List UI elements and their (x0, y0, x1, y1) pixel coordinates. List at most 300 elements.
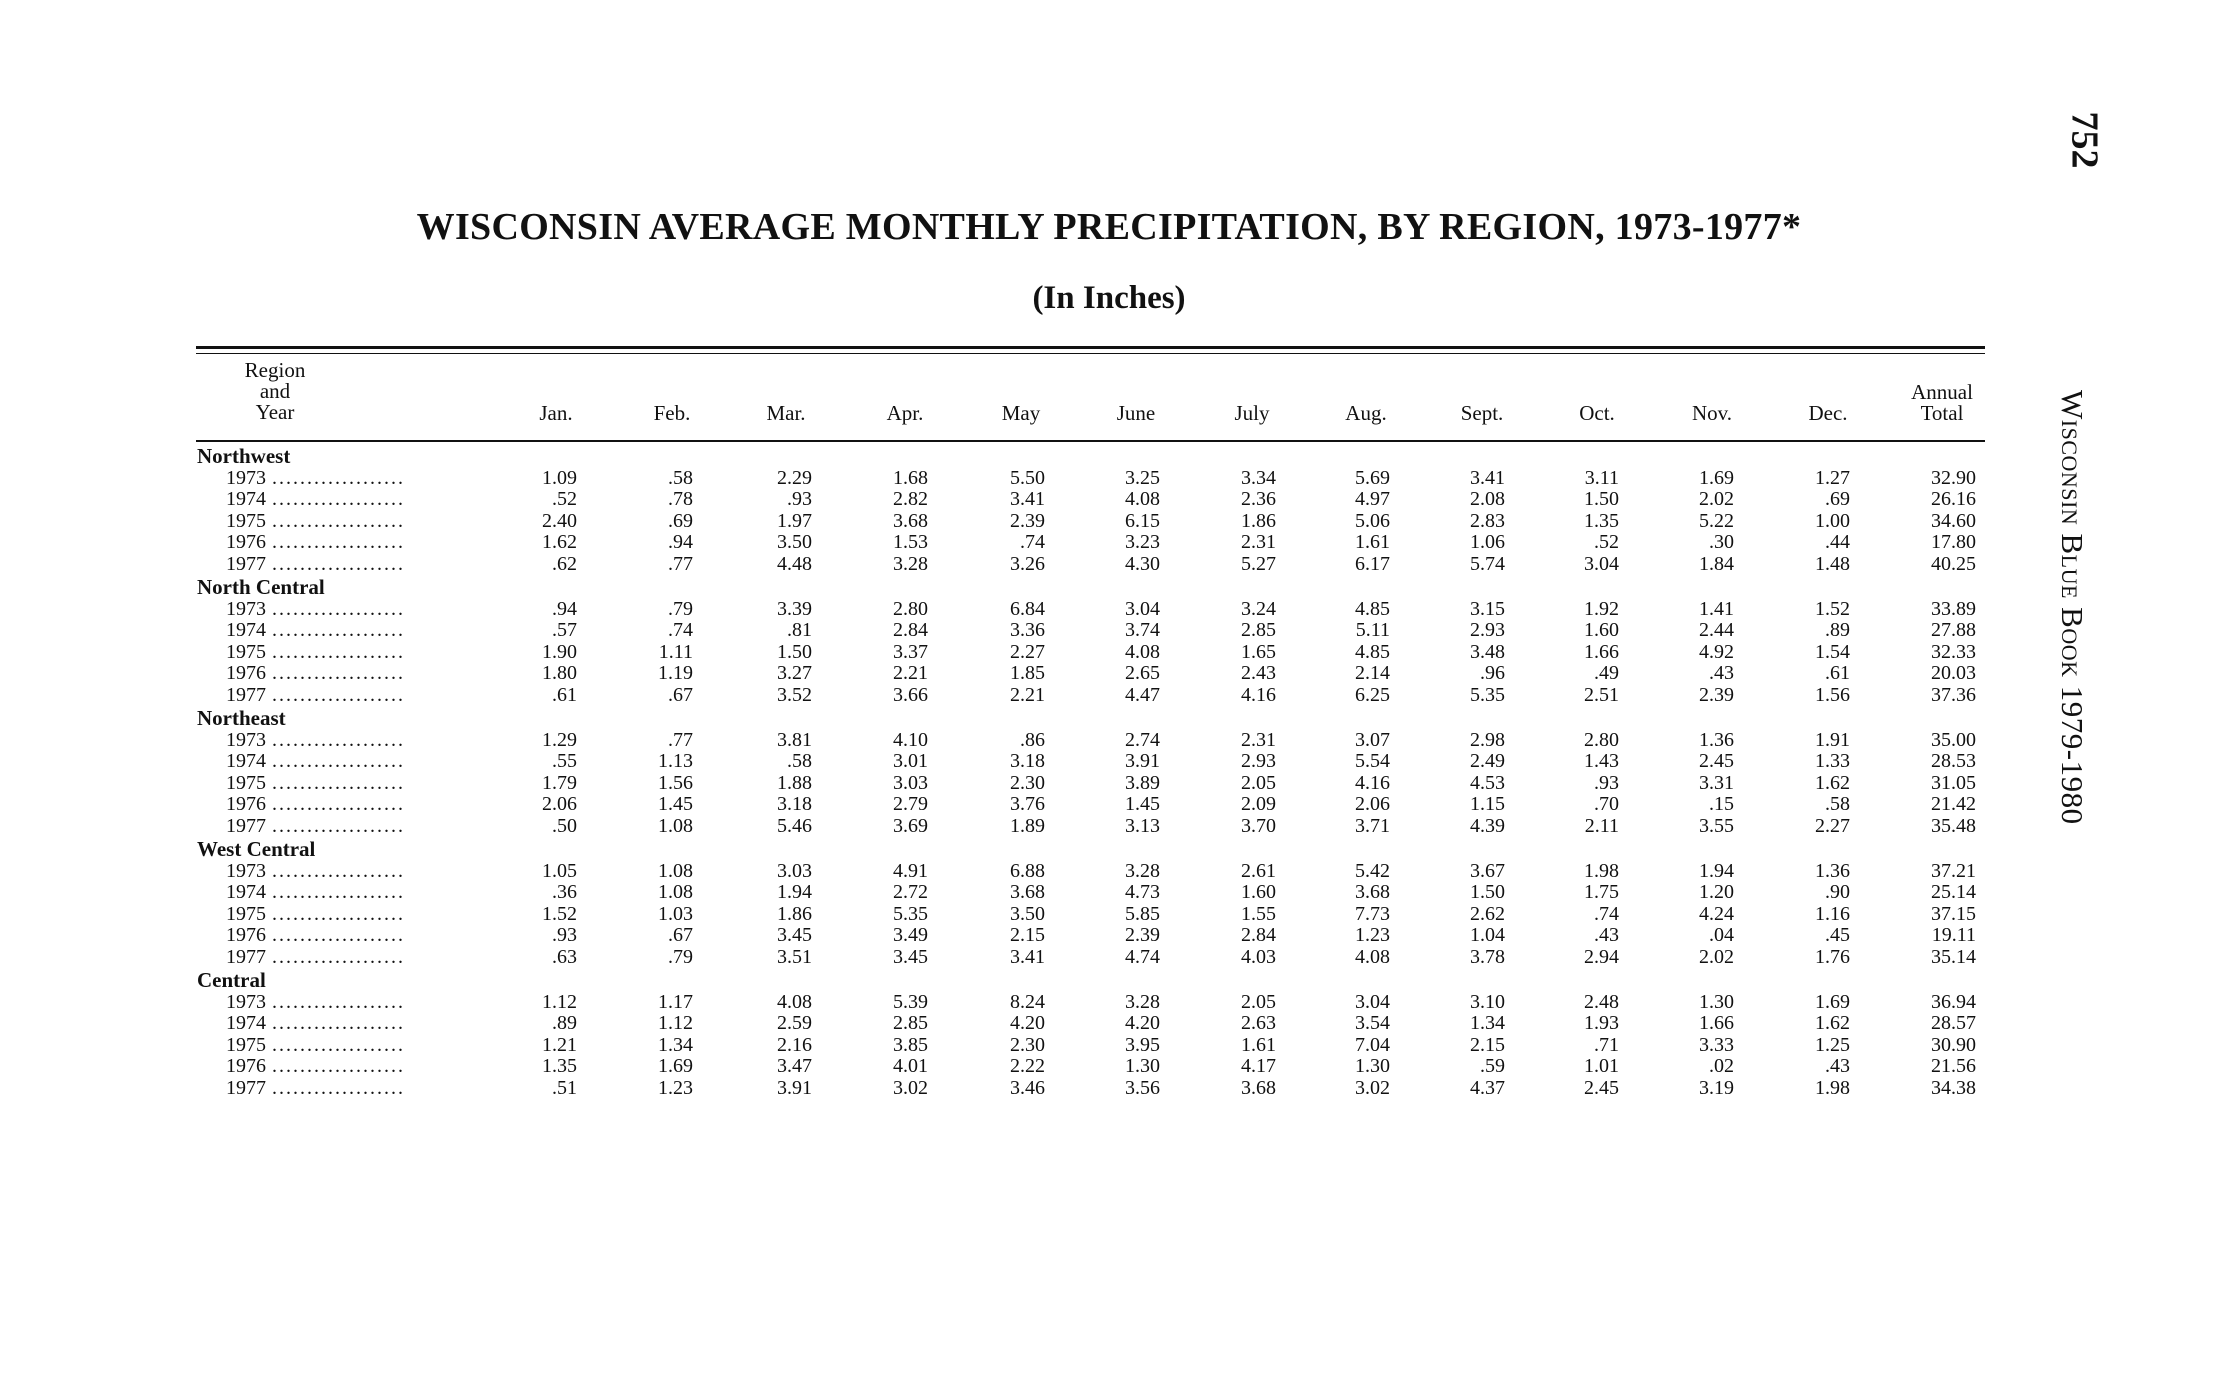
precip-cell: 3.02 (893, 1076, 928, 1099)
dot-leader: ................... (272, 532, 405, 553)
precip-cell: 3.18 (1010, 750, 1045, 772)
precip-cell: 1.09 (542, 466, 577, 489)
annual-total-cell: 35.48 (1931, 814, 1976, 837)
precip-cell: 1.12 (542, 990, 577, 1013)
year-label: 1975 (226, 771, 266, 794)
precip-cell: 2.44 (1699, 619, 1734, 641)
precip-cell: 3.78 (1470, 945, 1505, 968)
annual-total-cell: 28.53 (1931, 750, 1976, 772)
annual-total-cell: 33.89 (1931, 597, 1976, 620)
precip-cell: 2.84 (893, 619, 928, 641)
precip-cell: 4.73 (1125, 881, 1160, 903)
year-label: 1975 (226, 640, 266, 663)
precip-cell: 3.68 (1241, 1076, 1276, 1099)
precip-cell: 6.88 (1010, 859, 1045, 882)
precip-cell: 1.69 (1699, 466, 1734, 489)
precip-cell: 1.06 (1470, 531, 1505, 553)
column-header: Mar. (766, 401, 806, 425)
precip-cell: 1.65 (1241, 640, 1276, 663)
precip-cell: 2.39 (1699, 683, 1734, 706)
precip-cell: 1.23 (1355, 924, 1390, 946)
precip-cell: .67 (668, 924, 693, 946)
annual-total-header-line: Annual (1911, 380, 1973, 404)
precip-cell: 1.52 (542, 902, 577, 925)
precip-cell: 3.23 (1125, 531, 1160, 553)
precip-cell: 1.98 (1815, 1076, 1850, 1099)
precip-cell: 1.00 (1815, 509, 1850, 532)
precip-cell: 3.51 (777, 945, 812, 968)
precip-cell: 4.30 (1125, 552, 1160, 575)
precip-cell: 3.13 (1125, 814, 1160, 837)
column-header: Jan. (539, 401, 573, 425)
year-label: 1973 (226, 597, 266, 620)
precip-cell: 4.01 (893, 1055, 928, 1077)
dot-leader: ................... (272, 815, 405, 837)
precip-cell: 1.30 (1355, 1055, 1390, 1077)
precip-cell: 2.05 (1241, 771, 1276, 794)
table-top-rule-thin (196, 353, 1985, 354)
precip-cell: 2.61 (1241, 859, 1276, 882)
precip-cell: .49 (1594, 662, 1619, 684)
precip-cell: .55 (552, 750, 577, 772)
dot-leader: ................... (272, 553, 405, 575)
precip-cell: .81 (787, 619, 812, 641)
column-header: Nov. (1691, 401, 1733, 425)
running-head: Wisconsin Blue Book 1979-1980 (2055, 390, 2090, 825)
annual-total-cell: 21.42 (1931, 793, 1976, 815)
precip-cell: 3.04 (1355, 990, 1390, 1013)
precip-cell: 3.28 (893, 552, 928, 575)
precip-cell: 5.35 (1470, 683, 1505, 706)
precip-cell: 1.60 (1241, 881, 1276, 903)
precip-cell: 3.34 (1241, 466, 1276, 489)
year-label: 1973 (226, 466, 266, 489)
precip-cell: 4.20 (1125, 1012, 1160, 1034)
precip-cell: .74 (1020, 531, 1045, 553)
precip-cell: 7.04 (1355, 1033, 1390, 1056)
precip-cell: 3.68 (1010, 881, 1045, 903)
precip-cell: 3.28 (1125, 859, 1160, 882)
stub-header-line: Year (255, 400, 295, 424)
annual-total-cell: 20.03 (1931, 662, 1976, 684)
precip-cell: 1.23 (658, 1076, 693, 1099)
precip-cell: 3.45 (777, 924, 812, 946)
dot-leader: ................... (272, 467, 405, 489)
year-label: 1973 (226, 990, 266, 1013)
precip-cell: .93 (552, 924, 577, 946)
region-name: West Central (197, 837, 316, 861)
precip-cell: 1.56 (658, 771, 693, 794)
precip-cell: 3.04 (1584, 552, 1619, 575)
precip-cell: 5.74 (1470, 552, 1505, 575)
precip-cell: 3.01 (893, 750, 928, 772)
year-label: 1976 (226, 662, 266, 684)
annual-total-cell: 31.05 (1931, 771, 1976, 794)
year-label: 1977 (226, 814, 266, 837)
year-label: 1974 (226, 881, 266, 903)
precip-cell: 4.85 (1355, 597, 1390, 620)
annual-total-cell: 37.15 (1931, 902, 1976, 925)
precip-cell: 3.46 (1010, 1076, 1045, 1099)
dot-leader: ................... (272, 489, 405, 510)
column-header: Oct. (1579, 401, 1615, 425)
precip-cell: 2.02 (1699, 945, 1734, 968)
precip-cell: 2.36 (1241, 488, 1276, 510)
precip-cell: 5.42 (1355, 859, 1390, 882)
precip-cell: 1.35 (542, 1055, 577, 1077)
precip-cell: 1.36 (1815, 859, 1850, 882)
precip-cell: 2.14 (1355, 662, 1390, 684)
precip-cell: 2.72 (893, 881, 928, 903)
precip-cell: .69 (668, 509, 693, 532)
precip-cell: 1.61 (1355, 531, 1390, 553)
precip-cell: 1.52 (1815, 597, 1850, 620)
dot-leader: ................... (272, 663, 405, 684)
precip-cell: 4.08 (1125, 488, 1160, 510)
year-label: 1973 (226, 859, 266, 882)
precip-cell: 3.70 (1241, 814, 1276, 837)
precip-cell: .58 (1825, 793, 1850, 815)
precip-cell: .71 (1594, 1033, 1619, 1056)
precip-cell: 1.92 (1584, 597, 1619, 620)
precip-cell: 1.79 (542, 771, 577, 794)
precip-cell: 1.21 (542, 1033, 577, 1056)
precip-cell: 1.50 (1584, 488, 1619, 510)
precip-cell: 1.03 (658, 902, 693, 925)
precip-cell: 3.28 (1125, 990, 1160, 1013)
precip-cell: 2.49 (1470, 750, 1505, 772)
precip-cell: 1.86 (1241, 509, 1276, 532)
precip-cell: .36 (552, 881, 577, 903)
precip-cell: 2.15 (1010, 924, 1045, 946)
annual-total-cell: 28.57 (1931, 1012, 1976, 1034)
precip-cell: 3.95 (1125, 1033, 1160, 1056)
annual-total-header (1902, 382, 1982, 424)
precip-cell: 1.94 (1699, 859, 1734, 882)
precip-cell: 2.21 (893, 662, 928, 684)
precip-cell: 5.46 (777, 814, 812, 837)
precip-cell: 3.69 (893, 814, 928, 837)
dot-leader: ................... (272, 620, 405, 641)
dot-leader: ................... (272, 641, 405, 663)
precip-cell: 6.15 (1125, 509, 1160, 532)
precip-cell: 4.10 (893, 728, 928, 751)
precip-cell: 4.39 (1470, 814, 1505, 837)
precip-cell: .90 (1825, 881, 1850, 903)
precip-cell: 4.08 (777, 990, 812, 1013)
precip-cell: 1.69 (658, 1055, 693, 1077)
precip-cell: .61 (1825, 662, 1850, 684)
precip-cell: 2.94 (1584, 945, 1619, 968)
year-label: 1974 (226, 1012, 266, 1034)
precip-cell: 4.47 (1125, 683, 1160, 706)
precip-cell: 3.41 (1010, 488, 1045, 510)
precip-cell: 3.71 (1355, 814, 1390, 837)
dot-leader: ................... (272, 1056, 405, 1077)
precip-cell: 3.41 (1010, 945, 1045, 968)
precip-cell: 3.41 (1470, 466, 1505, 489)
precip-cell: 2.40 (542, 509, 577, 532)
precip-cell: 1.17 (658, 990, 693, 1013)
precip-cell: 2.85 (1241, 619, 1276, 641)
region-name: Northeast (197, 706, 286, 730)
precip-cell: 2.93 (1470, 619, 1505, 641)
precip-cell: 1.30 (1125, 1055, 1160, 1077)
precip-cell: 1.68 (893, 466, 928, 489)
precip-cell: 2.51 (1584, 683, 1619, 706)
precip-cell: 1.86 (777, 902, 812, 925)
year-label: 1975 (226, 902, 266, 925)
annual-total-cell: 30.90 (1931, 1033, 1976, 1056)
precip-cell: 5.39 (893, 990, 928, 1013)
precip-cell: 2.09 (1241, 793, 1276, 815)
precip-cell: .86 (1020, 728, 1045, 751)
precip-cell: .62 (552, 552, 577, 575)
precip-cell: 3.36 (1010, 619, 1045, 641)
annual-total-cell: 35.14 (1931, 945, 1976, 968)
precip-cell: 4.92 (1699, 640, 1734, 663)
precip-cell: 3.04 (1125, 597, 1160, 620)
precip-cell: .79 (668, 945, 693, 968)
precip-cell: .94 (552, 597, 577, 620)
precip-cell: .79 (668, 597, 693, 620)
year-label: 1977 (226, 552, 266, 575)
precip-cell: 2.27 (1010, 640, 1045, 663)
precip-cell: 1.34 (1470, 1012, 1505, 1034)
dot-leader: ................... (272, 991, 405, 1013)
precip-cell: .04 (1709, 924, 1734, 946)
precip-cell: 1.20 (1699, 881, 1734, 903)
dot-leader: ................... (272, 1034, 405, 1056)
annual-total-cell: 34.60 (1931, 509, 1976, 532)
precip-cell: 1.93 (1584, 1012, 1619, 1034)
precip-cell: 2.22 (1010, 1055, 1045, 1077)
precip-cell: 3.54 (1355, 1012, 1390, 1034)
precip-cell: 1.75 (1584, 881, 1619, 903)
precip-cell: 5.22 (1699, 509, 1734, 532)
precip-cell: 3.31 (1699, 771, 1734, 794)
precip-cell: .50 (552, 814, 577, 837)
annual-total-cell: 27.88 (1931, 619, 1976, 641)
precip-cell: 1.16 (1815, 902, 1850, 925)
precip-cell: .77 (668, 728, 693, 751)
precip-cell: 1.27 (1815, 466, 1850, 489)
precip-cell: 1.08 (658, 859, 693, 882)
precip-cell: 4.08 (1355, 945, 1390, 968)
stub-header-line: and (259, 379, 291, 403)
precip-cell: 2.85 (893, 1012, 928, 1034)
precip-cell: 1.50 (1470, 881, 1505, 903)
precip-cell: 1.05 (542, 859, 577, 882)
precip-cell: 1.76 (1815, 945, 1850, 968)
precip-cell: 6.84 (1010, 597, 1045, 620)
precip-cell: .43 (1594, 924, 1619, 946)
precip-cell: 1.88 (777, 771, 812, 794)
dot-leader: ................... (272, 729, 405, 751)
precip-cell: .67 (668, 683, 693, 706)
year-label: 1976 (226, 531, 266, 553)
precip-cell: 5.69 (1355, 466, 1390, 489)
precip-cell: .94 (668, 531, 693, 553)
precip-cell: 4.24 (1699, 902, 1734, 925)
precip-cell: 1.53 (893, 531, 928, 553)
precip-cell: 1.56 (1815, 683, 1850, 706)
precip-cell: 2.06 (1355, 793, 1390, 815)
precip-cell: 3.85 (893, 1033, 928, 1056)
precip-cell: 4.17 (1241, 1055, 1276, 1077)
precip-cell: .44 (1825, 531, 1850, 553)
precip-cell: .30 (1709, 531, 1734, 553)
precip-cell: 3.56 (1125, 1076, 1160, 1099)
precip-cell: 4.16 (1241, 683, 1276, 706)
dot-leader: ................... (272, 1077, 405, 1099)
precip-cell: 3.39 (777, 597, 812, 620)
annual-total-header-line: Total (1920, 401, 1964, 425)
year-label: 1976 (226, 1055, 266, 1077)
precip-cell: 7.73 (1355, 902, 1390, 925)
precip-cell: .89 (1825, 619, 1850, 641)
precip-cell: 3.68 (1355, 881, 1390, 903)
precip-cell: 1.55 (1241, 902, 1276, 925)
page-number: 752 (2063, 111, 2106, 169)
dot-leader: ................... (272, 946, 405, 968)
precip-cell: 1.36 (1699, 728, 1734, 751)
precip-cell: .70 (1594, 793, 1619, 815)
precip-cell: .51 (552, 1076, 577, 1099)
precip-cell: 3.25 (1125, 466, 1160, 489)
precip-cell: 5.27 (1241, 552, 1276, 575)
precip-cell: 3.26 (1010, 552, 1045, 575)
precip-cell: 5.85 (1125, 902, 1160, 925)
year-label: 1974 (226, 619, 266, 641)
precip-cell: 1.08 (658, 814, 693, 837)
year-label: 1976 (226, 793, 266, 815)
precip-cell: 1.48 (1815, 552, 1850, 575)
dot-leader: ................... (272, 860, 405, 882)
precip-cell: 2.63 (1241, 1012, 1276, 1034)
precip-cell: 2.59 (777, 1012, 812, 1034)
precip-cell: 1.13 (658, 750, 693, 772)
column-header: Feb. (653, 401, 691, 425)
precip-cell: 3.02 (1355, 1076, 1390, 1099)
precip-cell: 1.61 (1241, 1033, 1276, 1056)
precip-cell: 3.33 (1699, 1033, 1734, 1056)
column-header: May (1001, 401, 1041, 425)
precip-cell: 1.25 (1815, 1033, 1850, 1056)
precip-cell: 1.35 (1584, 509, 1619, 532)
precip-cell: 1.43 (1584, 750, 1619, 772)
year-label: 1975 (226, 509, 266, 532)
year-label: 1977 (226, 1076, 266, 1099)
region-name: Northwest (197, 444, 291, 468)
precip-cell: 1.91 (1815, 728, 1850, 751)
year-label: 1977 (226, 683, 266, 706)
dot-leader: ................... (272, 794, 405, 815)
precip-cell: 1.62 (542, 531, 577, 553)
precip-cell: 3.03 (777, 859, 812, 882)
precip-cell: 1.98 (1584, 859, 1619, 882)
precip-cell: .43 (1825, 1055, 1850, 1077)
precip-cell: 4.03 (1241, 945, 1276, 968)
precip-cell: 1.50 (777, 640, 812, 663)
precip-cell: .15 (1709, 793, 1734, 815)
dot-leader: ................... (272, 903, 405, 925)
annual-total-cell: 19.11 (1931, 924, 1976, 946)
precip-cell: 3.50 (777, 531, 812, 553)
precip-cell: 6.17 (1355, 552, 1390, 575)
precip-cell: .61 (552, 683, 577, 706)
precip-cell: .93 (1594, 771, 1619, 794)
precip-cell: 3.52 (777, 683, 812, 706)
precip-cell: 1.54 (1815, 640, 1850, 663)
precip-cell: 2.15 (1470, 1033, 1505, 1056)
precip-cell: 4.48 (777, 552, 812, 575)
precip-cell: 1.45 (1125, 793, 1160, 815)
precip-cell: 2.27 (1815, 814, 1850, 837)
precip-cell: 4.97 (1355, 488, 1390, 510)
precip-cell: .89 (552, 1012, 577, 1034)
precip-cell: .93 (787, 488, 812, 510)
precip-cell: 3.27 (777, 662, 812, 684)
column-header: June (1116, 401, 1156, 425)
precip-cell: 1.80 (542, 662, 577, 684)
precip-cell: 1.89 (1010, 814, 1045, 837)
dot-leader: ................... (272, 751, 405, 772)
precip-cell: 2.11 (1584, 814, 1619, 837)
precip-cell: 4.08 (1125, 640, 1160, 663)
precip-cell: 1.15 (1470, 793, 1505, 815)
precip-cell: 2.98 (1470, 728, 1505, 751)
precip-cell: 3.74 (1125, 619, 1160, 641)
year-label: 1975 (226, 1033, 266, 1056)
precip-cell: 2.06 (542, 793, 577, 815)
precip-cell: .58 (668, 466, 693, 489)
precip-cell: 3.47 (777, 1055, 812, 1077)
header-rule (196, 440, 1985, 442)
precip-cell: 3.07 (1355, 728, 1390, 751)
precip-cell: 2.31 (1241, 531, 1276, 553)
precip-cell: 3.15 (1470, 597, 1505, 620)
precip-cell: .58 (787, 750, 812, 772)
precip-cell: 3.45 (893, 945, 928, 968)
precip-cell: 2.21 (1010, 683, 1045, 706)
precip-cell: 8.24 (1010, 990, 1045, 1013)
precip-cell: 3.48 (1470, 640, 1505, 663)
precip-cell: 2.82 (893, 488, 928, 510)
stub-header (232, 360, 318, 423)
precip-cell: .74 (1594, 902, 1619, 925)
precip-cell: 2.30 (1010, 1033, 1045, 1056)
precip-cell: 2.02 (1699, 488, 1734, 510)
annual-total-cell: 37.21 (1931, 859, 1976, 882)
precip-cell: 4.20 (1010, 1012, 1045, 1034)
precip-cell: 1.30 (1699, 990, 1734, 1013)
precip-cell: 3.68 (893, 509, 928, 532)
column-header: Apr. (886, 401, 924, 425)
precip-cell: .52 (552, 488, 577, 510)
annual-total-cell: 34.38 (1931, 1076, 1976, 1099)
precip-cell: 2.80 (893, 597, 928, 620)
precip-cell: .77 (668, 552, 693, 575)
precip-cell: 1.69 (1815, 990, 1850, 1013)
precip-cell: 1.97 (777, 509, 812, 532)
table-top-rule (196, 346, 1985, 349)
precip-cell: 2.65 (1125, 662, 1160, 684)
table-title: WISCONSIN AVERAGE MONTHLY PRECIPITATION, BY REGION, 1973-1977* (416, 206, 1802, 248)
precip-cell: 3.55 (1699, 814, 1734, 837)
precip-cell: 4.53 (1470, 771, 1505, 794)
precip-cell: .59 (1480, 1055, 1505, 1077)
